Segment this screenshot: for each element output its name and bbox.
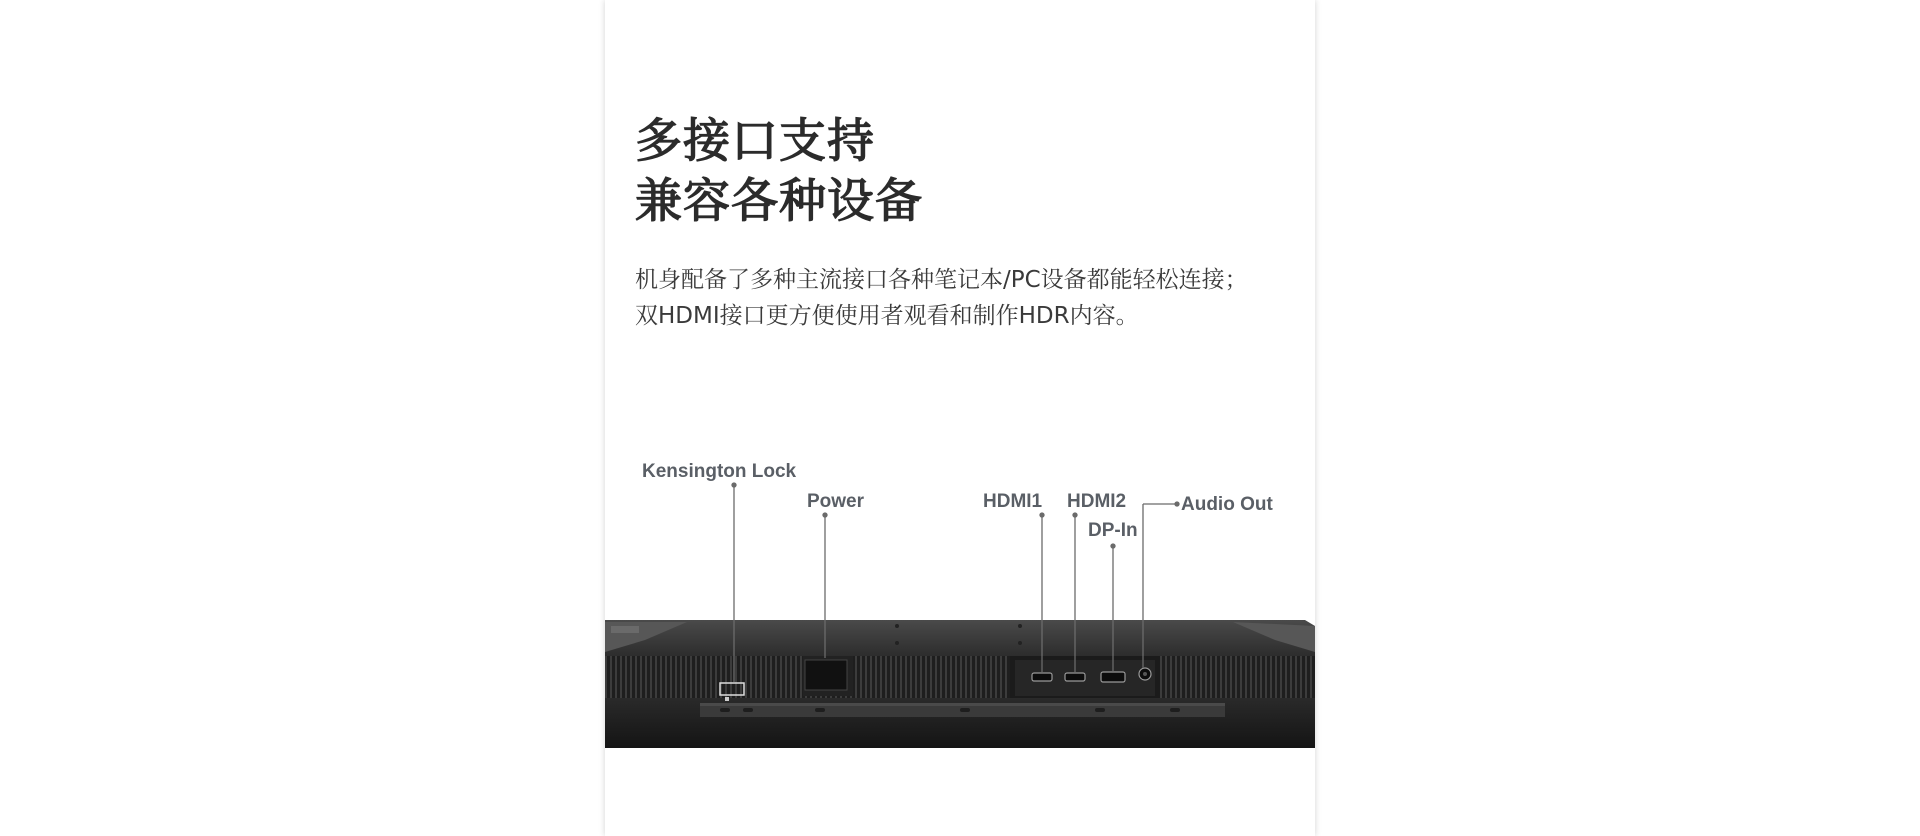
description-line-1: 机身配备了多种主流接口各种笔记本/PC设备都能轻松连接；	[635, 267, 1248, 293]
hdmi1-port	[1032, 673, 1052, 681]
hdmi1-label: HDMI1	[983, 491, 1043, 512]
description-line-2: 双HDMI接口更方便使用者观看和制作HDR内容。	[635, 303, 1139, 329]
power-port	[805, 660, 847, 690]
power-label: Power	[807, 491, 865, 512]
monitor-back-image	[605, 620, 1315, 748]
hdmi2-label: HDMI2	[1067, 491, 1127, 512]
audio-out-port	[1139, 668, 1151, 680]
product-detail-card	[605, 0, 1315, 836]
hdmi2-port	[1065, 673, 1085, 681]
monitor-ports-diagram	[605, 390, 1315, 760]
headline-line-2: 兼容各种设备	[635, 174, 923, 229]
feature-headline	[635, 112, 923, 232]
headline-line-1: 多接口支持	[635, 114, 875, 169]
dp-port	[1101, 672, 1125, 682]
kensington-lock-label: Kensington Lock	[642, 461, 797, 482]
feature-description	[635, 262, 1248, 334]
audio-out-label: Audio Out	[1181, 494, 1273, 515]
dp-in-label: DP-In	[1088, 520, 1138, 541]
